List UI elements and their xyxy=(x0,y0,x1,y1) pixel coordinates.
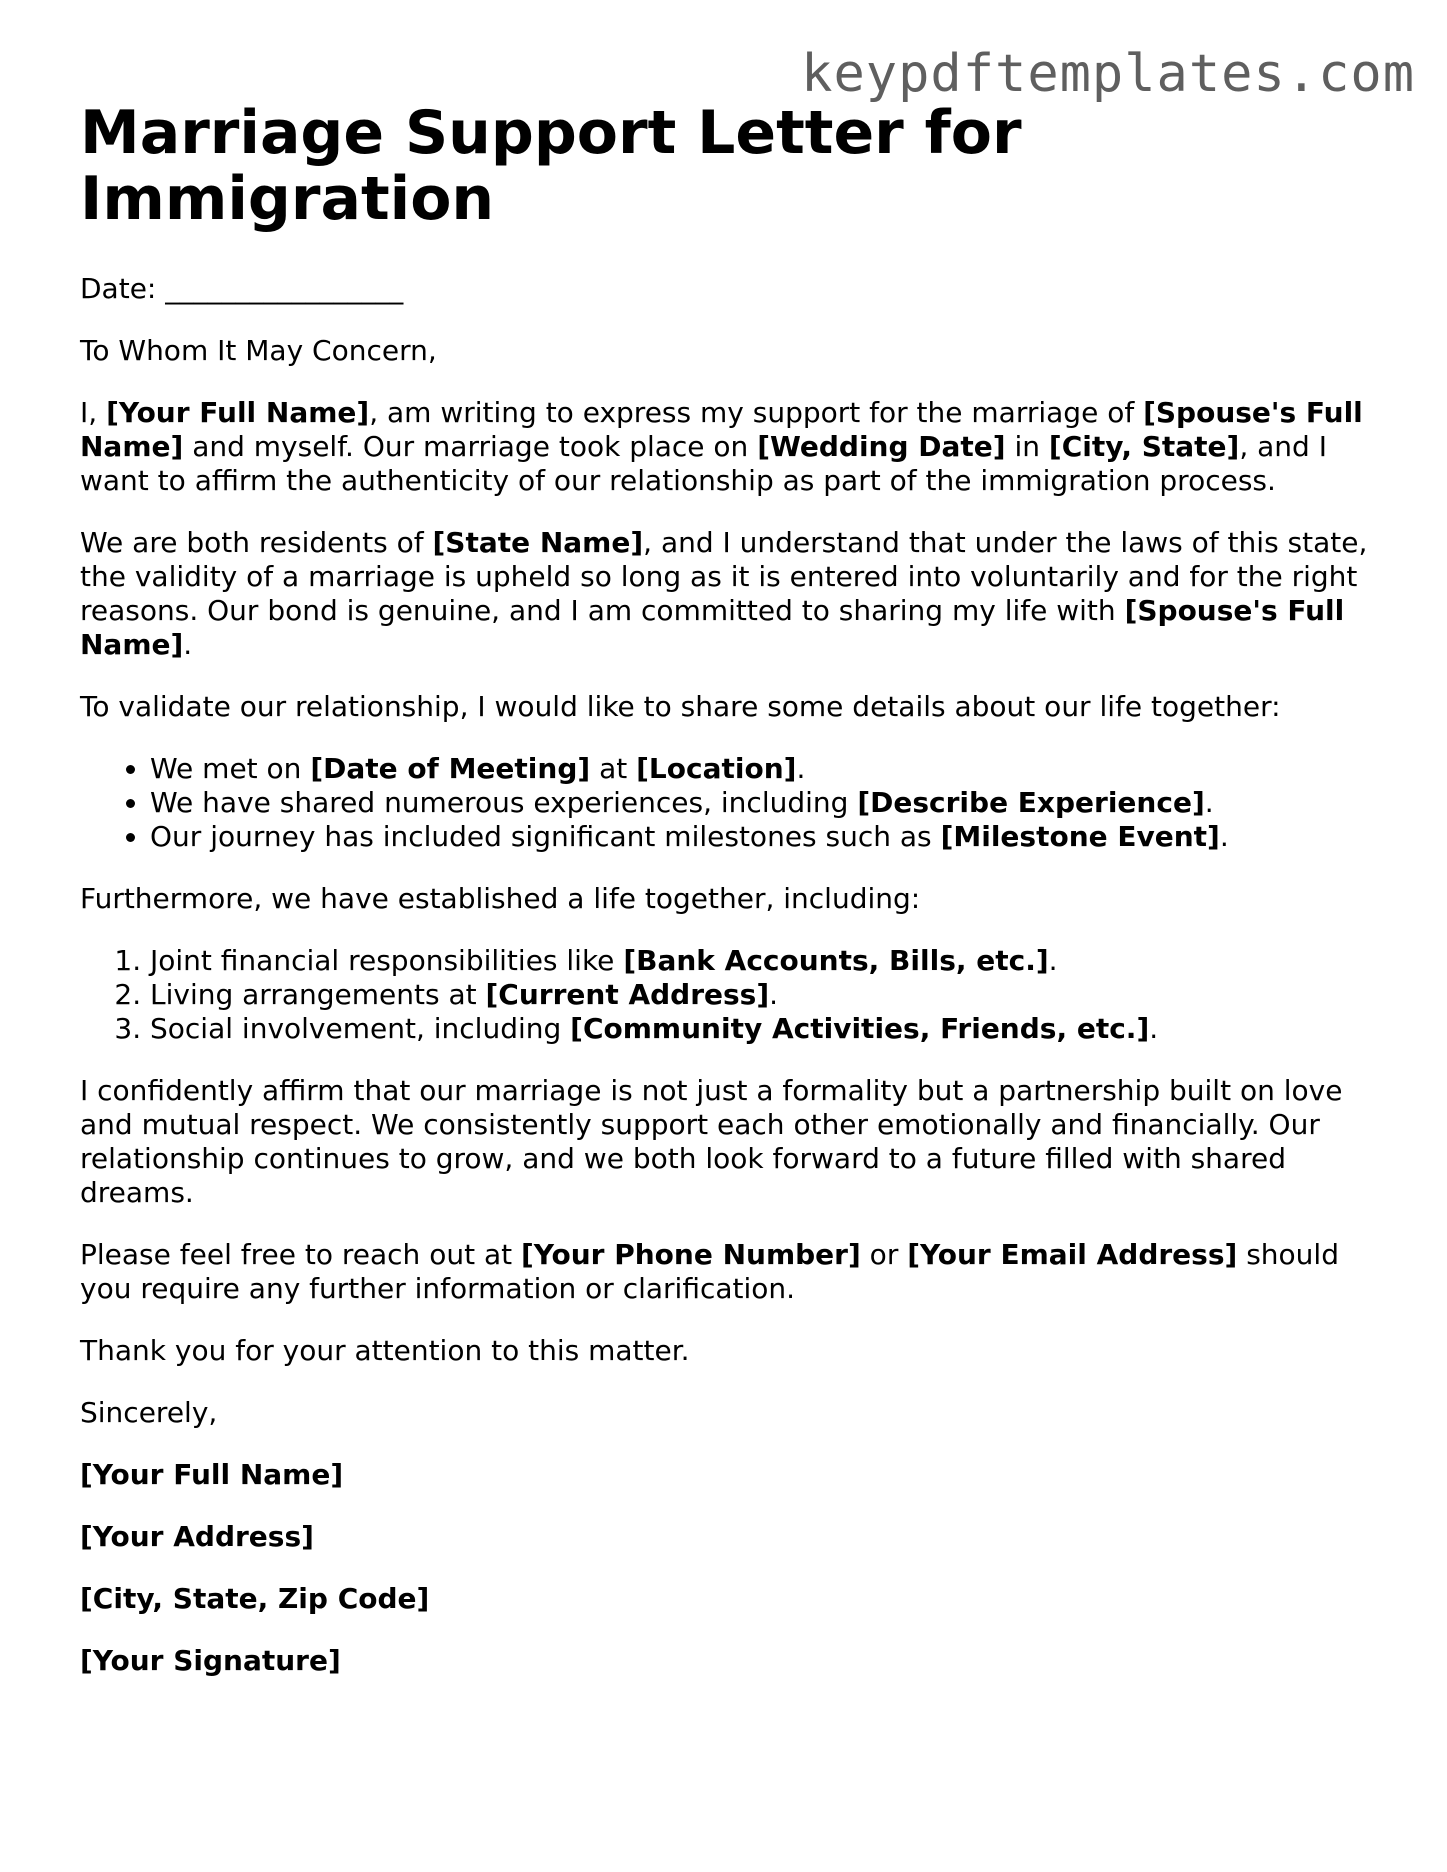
paragraph-residency: We are both residents of [State Name], and I understand that under the laws of this state, the validity of a marriage is upheld so long as it is entered into voluntarily and for the right reasons. Our bond is genuine, and I am committed to sharing my life with [Spouse's Full Name]. xyxy=(80,526,1368,661)
date-line: Date: _________________ xyxy=(80,272,404,305)
list-item: • Our journey has included significant milestones such as [Milestone Event]. xyxy=(150,820,1380,854)
signature-address: [Your Address] xyxy=(80,1520,314,1553)
list-item: 2. Living arrangements at [Current Address]. xyxy=(150,978,1380,1012)
page-title: Marriage Support Letter for Immigration xyxy=(80,98,1022,234)
list-item: • We have shared numerous experiences, including [Describe Experience]. xyxy=(150,786,1380,820)
letter-document xyxy=(80,100,1380,1706)
signature-block xyxy=(80,1458,1380,1678)
salutation: To Whom It May Concern, xyxy=(80,334,437,367)
paragraph-details-intro: To validate our relationship, I would like to share some details about our life together: xyxy=(80,690,1281,723)
placeholder-location: [Location] xyxy=(636,752,797,785)
list-item: 1. Joint financial responsibilities like [Bank Accounts, Bills, etc.]. xyxy=(150,944,1380,978)
placeholder-community-activities: [Community Activities, Friends, etc.] xyxy=(570,1012,1150,1045)
paragraph-life-together: Furthermore, we have established a life together, including: xyxy=(80,882,921,915)
list-item: • We met on [Date of Meeting] at [Location]. xyxy=(150,752,1380,786)
placeholder-milestone-event: [Milestone Event] xyxy=(940,820,1220,853)
placeholder-spouse-full-name: [Spouse's Full Name] xyxy=(80,594,1345,661)
placeholder-date-of-meeting: [Date of Meeting] xyxy=(310,752,591,785)
placeholder-describe-experience: [Describe Experience] xyxy=(857,786,1205,819)
paragraph-affirmation: I confidently affirm that our marriage is not just a formality but a partnership built on love and mutual respect. We consistently support each other emotionally and financially. Our relationship continues to grow, and we both look forward to a future filled with shared dreams. xyxy=(80,1074,1343,1209)
signature-city: [City, State, Zip Code] xyxy=(80,1582,430,1615)
placeholder-phone-number: [Your Phone Number] xyxy=(521,1238,861,1271)
paragraph-thanks: Thank you for your attention to this matter. xyxy=(80,1334,690,1367)
closing: Sincerely, xyxy=(80,1396,218,1429)
signature-line: [Your Signature] xyxy=(80,1644,341,1677)
placeholder-state-name: [State Name] xyxy=(432,526,644,559)
placeholder-wedding-date: [Wedding Date] xyxy=(757,430,1006,463)
placeholder-spouse-full-name: [Spouse's Full Name] xyxy=(80,396,1363,463)
paragraph-intro: I, [Your Full Name], am writing to express my support for the marriage of [Spouse's Full Name] and myself. Our marriage took place on [Wedding Date] in [City, State], and I want to affirm the authenticity of our relationship as part of the immigration process. xyxy=(80,396,1363,497)
list-item: 3. Social involvement, including [Community Activities, Friends, etc.]. xyxy=(150,1012,1380,1046)
watermark: keypdftemplates.com xyxy=(801,44,1415,104)
placeholder-city-state: [City, State] xyxy=(1048,430,1240,463)
placeholder-current-address: [Current Address] xyxy=(485,978,770,1011)
placeholder-your-full-name: [Your Full Name] xyxy=(106,396,370,429)
details-bullet-list xyxy=(80,752,1380,854)
signature-name: [Your Full Name] xyxy=(80,1458,344,1491)
placeholder-bank-accounts: [Bank Accounts, Bills, etc.] xyxy=(623,944,1049,977)
placeholder-email-address: [Your Email Address] xyxy=(907,1238,1238,1271)
paragraph-contact: Please feel free to reach out at [Your Phone Number] or [Your Email Address] should you require any further information or clarification. xyxy=(80,1238,1339,1305)
life-numbered-list xyxy=(80,944,1380,1046)
